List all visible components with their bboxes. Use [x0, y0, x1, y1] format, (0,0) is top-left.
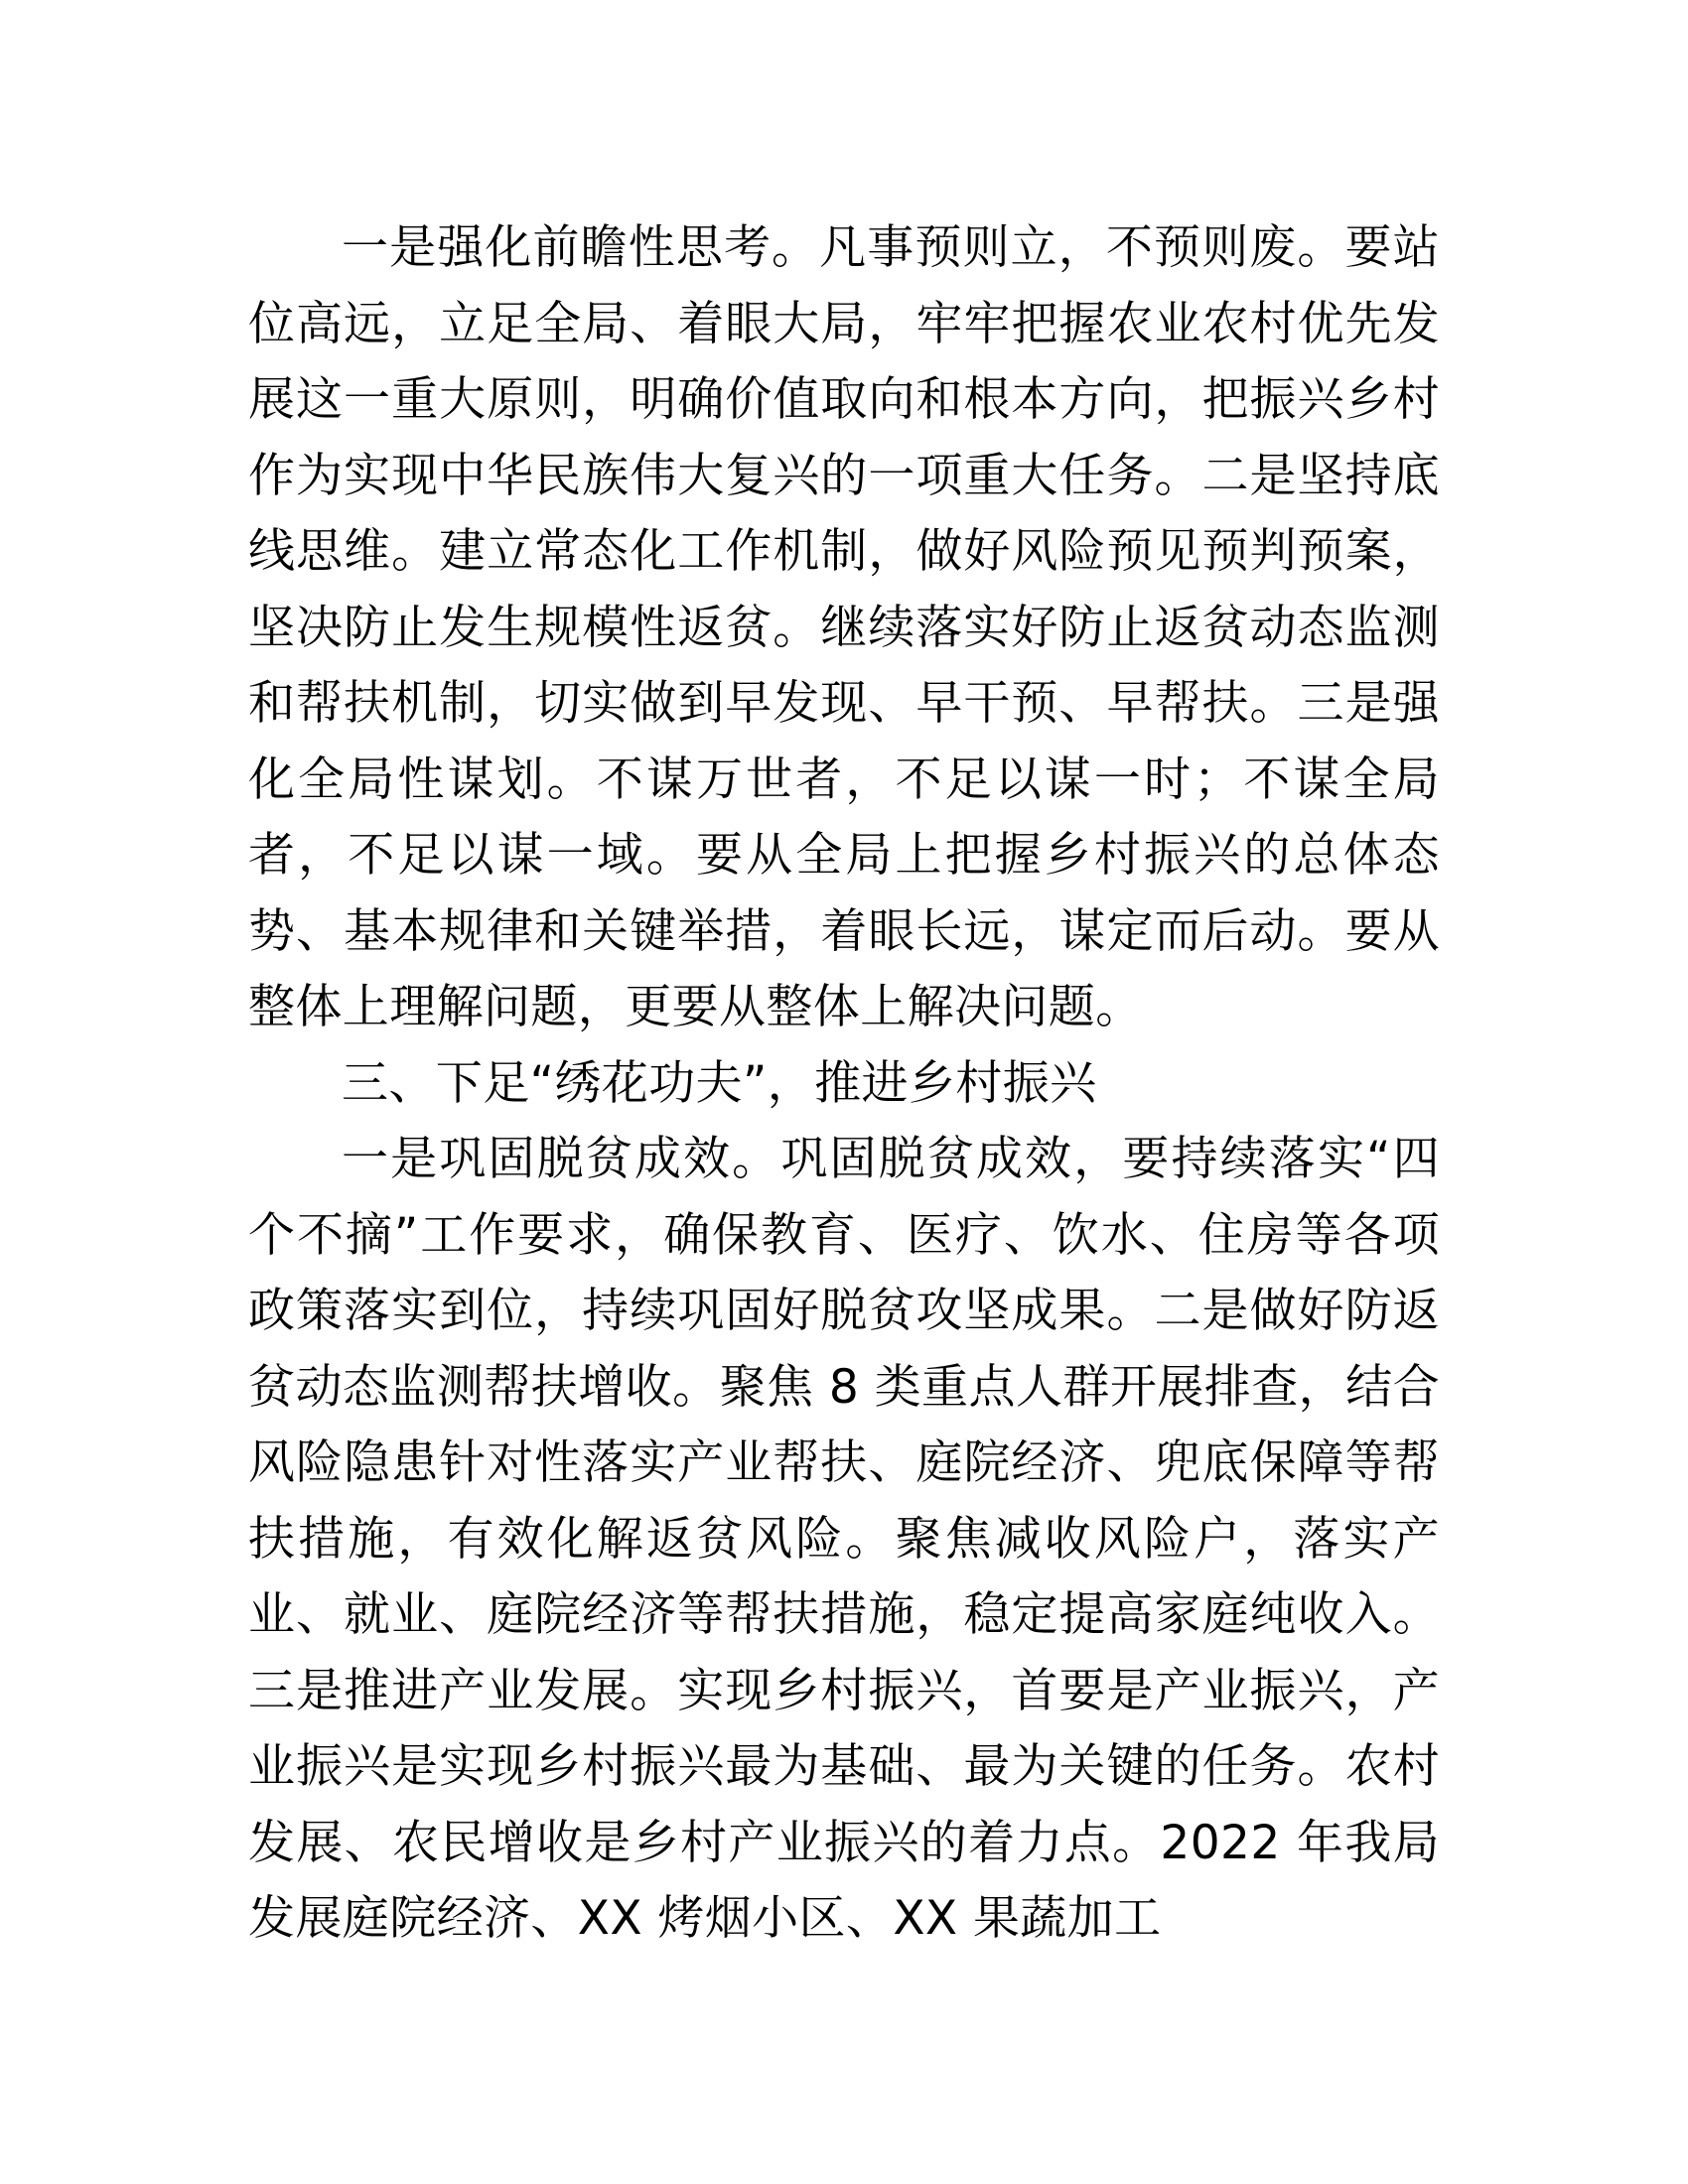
paragraph-strategic-thinking: 一是强化前瞻性思考。凡事预则立，不预则废。要站位高远，立足全局、着眼大局，牢牢把握农业农村优先发展这一重大原则，明确价值取向和根本方向，把振兴乡村作为实现中华民族伟大复兴的一项重大任务。二是坚持底线思维。建立常态化工作机制，做好风险预见预判预案，坚决防止发生规模性返贫。继续落实好防止返贫动态监测和帮扶机制，切实做到早发现、早干预、早帮扶。三是强化全局性谋划。不谋万世者，不足以谋一时；不谋全局者，不足以谋一域。要从全局上把握乡村振兴的总体态势、基本规律和关键举措，着眼长远，谋定而后动。要从整体上理解问题，更要从整体上解决问题。: [248, 220, 1440, 1034]
section-heading-3: 三、下足“绣花功夫”，推进乡村振兴: [342, 1055, 1097, 1111]
document-body: [248, 210, 1440, 1958]
paragraph-consolidate-results: 一是巩固脱贫成效。巩固脱贫成效，要持续落实“四个不摘”工作要求，确保教育、医疗、饮水、住房等各项政策落实到位，持续巩固好脱贫攻坚成果。二是做好防返贫动态监测帮扶增收。聚焦 8 类重点人群开展排查，结合风险隐患针对性落实产业帮扶、庭院经济、兜底保障等帮扶措施，有效化解返贫风险。聚焦减收风险户，落实产业、就业、庭院经济等帮扶措施，稳定提高家庭纯收入。三是推进产业发展。实现乡村振兴，首要是产业振兴，产业振兴是实现乡村振兴最为基础、最为关键的任务。农村发展、农民增收是乡村产业振兴的着力点。2022 年我局发展庭院经济、XX 烤烟小区、XX 果蔬加工: [248, 1132, 1440, 1946]
